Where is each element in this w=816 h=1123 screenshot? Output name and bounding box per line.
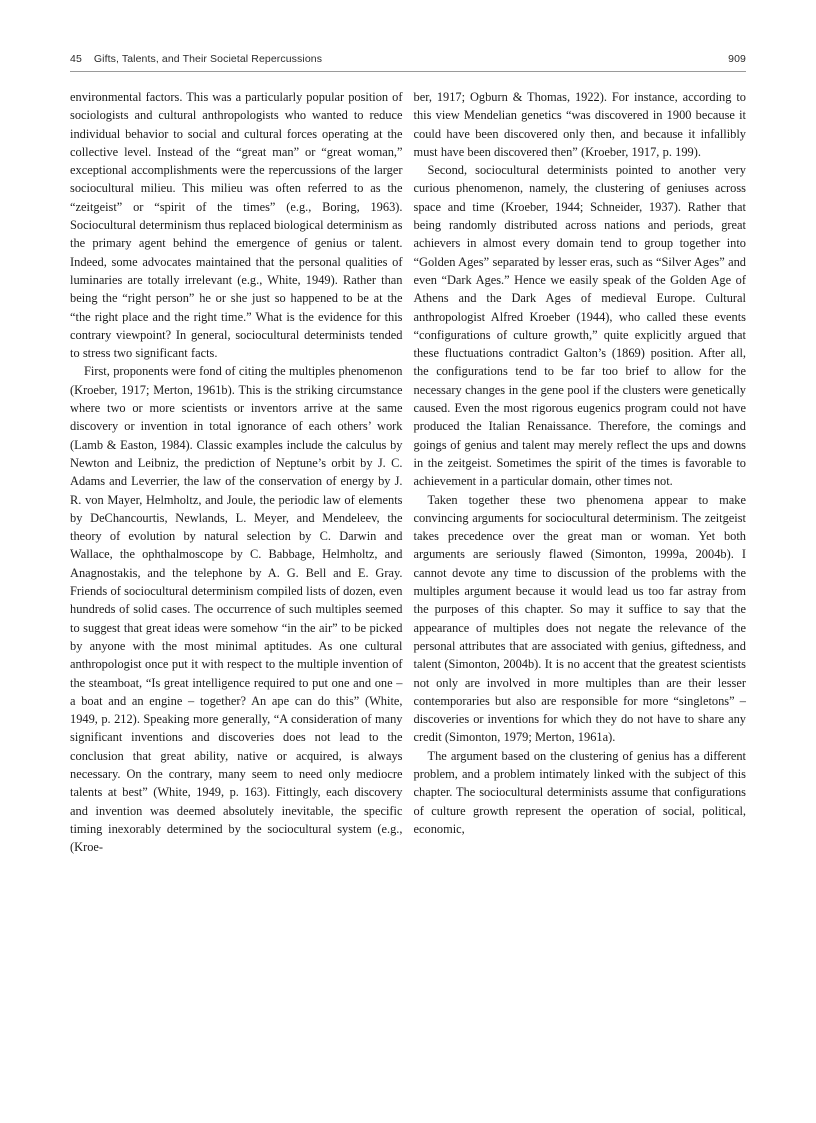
running-head <box>70 53 746 69</box>
running-head-title: Gifts, Talents, and Their Societal Repercussions <box>93 53 323 65</box>
left-column <box>70 88 403 1038</box>
right-column <box>414 88 747 1038</box>
body-columns <box>70 88 746 1038</box>
header-divider <box>70 71 746 72</box>
paragraph: Taken together these two phenomena appear to make convincing arguments for sociocultural determinism. The zeitgeist takes precedence over the great man or woman. Yet both arguments are seriously flawed (Simonton, 1999a, 2004b). I cannot devote any time to discussion of the problems with the multiples argument because it would lead us too far astray from the purposes of this chapter. So may it suffice to say that the appearance of multiples does not negate the relevance of the personal attributes that are associated with genius, giftedness, and talent (Simonton, 2004b). It is no accent that the greatest scientists not only are involved in more multiples than are their lesser contemporaries but also are responsible for more “singletons” – discoveries or inventions for which they do not have to share any credit (Simonton, 1979; Merton, 1961a). <box>413 492 746 745</box>
paragraph: Second, sociocultural determinists pointed to another very curious phenomenon, namely, the clustering of geniuses across space and time (Kroeber, 1944; Schneider, 1937). Rather that being randomly distributed across nations and periods, great achievers in almost every domain tend to group together into “Golden Ages” separated by lesser eras, such as “Silver Ages” and even “Dark Ages.” Hence we easily speak of the Golden Age of Athens and the Dark Ages of medieval Europe. Cultural anthropologist Alfred Kroeber (1944), who called these events “configurations of culture growth,” quite explicitly argued that these fluctuations contradict Galton’s (1869) position. After all, the configurations tend to be far too brief to allow for the necessary changes in the gene pool if the clusters were genetically caused. Even the most rigorous eugenics program could not have produced the Italian Renaissance. Therefore, the comings and goings of genius and talent may merely reflect the ups and downs in the zeitgeist. Sometimes the spirit of the times is favorable to achievement in a particular domain, other times not. <box>413 163 746 489</box>
paragraph: First, proponents were fond of citing the multiples phenomenon (Kroeber, 1917; Merton, 1961b). This is the striking circumstance where two or more scientists or inventors arrive at the same discovery or invention in total ignorance of each others’ work (Lamb & Easton, 1984). Classic examples include the calculus by Newton and Leibniz, the prediction of Neptune’s orbit by J. C. Adams and Leverrier, the law of the conservation of energy by J. R. von Mayer, Helmholtz, and Joule, the periodic law of elements by DeChancourtis, Newlands, L. Meyer, and Mendeleev, the theory of evolution by natural selection by C. Darwin and Wallace, the ophthalmoscope by C. Babbage, Helmholtz, and Anagnostakis, and the telephone by A. G. Bell and E. Gray. Friends of sociocultural determinism compiled lists of dozen, even hundreds of solid cases. The occurrence of such multiples seemed to suggest that great ideas were somehow “in the air” to be picked by anyone with the most minimal aptitudes. As one cultural anthropologist once put it with respect to the multiple invention of the steamboat, “Is great intelligence required to put one and one – a boat and an engine – together? An ape can do this” (White, 1949, p. 212). Speaking more generally, “A consideration of many significant inventions and discoveries does not lead to the conclusion that great ability, native or acquired, is always necessary. On the contrary, many seem to need only mediocre talents at best” (White, 1949, p. 163). Fittingly, each discovery and invention was deemed absolutely inevitable, the specific timing inexorably determined by the sociocultural system (e.g., (Kroe- <box>70 364 403 855</box>
paragraph: environmental factors. This was a particularly popular position of sociologists and cultural anthropologists who wanted to reduce individual behavior to social and cultural forces operating at the collective level. Instead of the “great man” or “great woman,” exceptional accomplishments were the repercussions of the larger sociocultural milieu. This milieu was often referred to as the “zeitgeist” or “spirit of the times” (e.g., Boring, 1963). Sociocultural determinism thus replaced biological determinism as the primary agent behind the emergence of genius or talent. Indeed, some advocates maintained that the personal qualities of luminaries are totally irrelevant (e.g., White, 1949). Rather than being the “right person” he or she just so happened to be at the “the right place and the right time.” What is the evidence for this contrary viewpoint? In general, sociocultural determinists tended to stress two significant facts. <box>70 90 403 361</box>
paragraph: The argument based on the clustering of genius has a different problem, and a problem intimately linked with the subject of this chapter. The sociocultural determinists assume that configurations of culture growth represent the operation of social, political, economic, <box>413 748 746 836</box>
chapter-number: 45 <box>70 53 82 65</box>
paragraph: ber, 1917; Ogburn & Thomas, 1922). For instance, according to this view Mendelian genetics “was discovered in 1900 because it could have been discovered only then, and because it infallibly must have been discovered then” (Kroeber, 1917, p. 199). <box>413 90 746 159</box>
page-number: 909 <box>728 53 746 65</box>
